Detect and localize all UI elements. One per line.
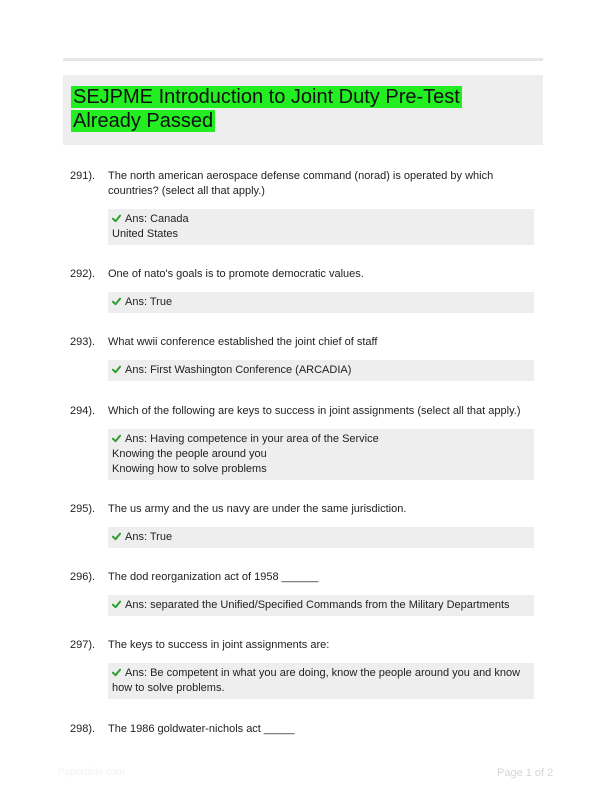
- question-number: 293).: [70, 336, 96, 348]
- question-text: What wwii conference established the joint chief of staff: [108, 336, 378, 348]
- answer-first-line: [112, 363, 530, 378]
- checkmark-icon: [112, 600, 121, 609]
- answer-line: Knowing the people around you: [112, 448, 267, 460]
- answer-line: United States: [112, 228, 179, 240]
- question-number: 294).: [70, 405, 96, 417]
- answer-text: Ans: Having competence in your area of the Service: [125, 433, 379, 445]
- question-number: 295).: [70, 503, 96, 515]
- answer-first-line: [112, 666, 530, 696]
- top-divider: [63, 58, 543, 61]
- footer-watermark: Papertible.com: [58, 767, 125, 778]
- question-number: 298).: [70, 723, 96, 735]
- question-text: The dod reorganization act of 1958 ______: [108, 571, 319, 583]
- answer-first-line: [112, 295, 530, 310]
- answer-box: [108, 527, 534, 548]
- answer-text: Ans: separated the Unified/Specified Commands from the Military Departments: [125, 599, 510, 611]
- title-banner: [63, 75, 543, 145]
- answer-first-line: [112, 530, 530, 545]
- question-number: 297).: [70, 639, 96, 651]
- question-text: The us army and the us navy are under the same jurisdiction.: [108, 503, 407, 515]
- question-number: 296).: [70, 571, 96, 583]
- question-text: One of nato's goals is to promote democratic values.: [108, 268, 364, 280]
- question-text: The 1986 goldwater-nichols act _____: [108, 723, 295, 735]
- answer-first-line: [112, 598, 530, 613]
- answer-box: [108, 429, 534, 480]
- question-text: The keys to success in joint assignments are:: [108, 639, 330, 651]
- page-number: Page 1 of 2: [497, 767, 554, 779]
- answer-box: [108, 209, 534, 245]
- answer-line: Knowing how to solve problems: [112, 463, 267, 475]
- answer-first-line: [112, 212, 530, 227]
- answer-box: [108, 360, 534, 381]
- checkmark-icon: [112, 365, 121, 374]
- question-number: 291).: [70, 170, 96, 182]
- answer-first-line: [112, 432, 530, 447]
- question-text: Which of the following are keys to success in joint assignments (select all that apply.): [108, 405, 521, 417]
- answer-box: [108, 663, 534, 699]
- answer-text: Ans: Canada: [125, 213, 189, 225]
- checkmark-icon: [112, 532, 121, 541]
- checkmark-icon: [112, 297, 121, 306]
- answer-text: Ans: Be competent in what you are doing, know the people around you and know how to solve problems.: [112, 667, 521, 694]
- answer-box: [108, 292, 534, 313]
- checkmark-icon: [112, 214, 121, 223]
- question-text: The north american aerospace defense command (norad) is operated by which countries? (select all that apply.): [108, 170, 494, 197]
- answer-box: [108, 595, 534, 616]
- answer-text: Ans: True: [125, 296, 173, 308]
- answer-text: Ans: True: [125, 531, 173, 543]
- question-number: 292).: [70, 268, 96, 280]
- answer-text: Ans: First Washington Conference (ARCADIA): [125, 364, 352, 376]
- checkmark-icon: [112, 434, 121, 443]
- checkmark-icon: [112, 668, 121, 677]
- page-title: SEJPME Introduction to Joint Duty Pre-Test Already Passed: [73, 86, 460, 132]
